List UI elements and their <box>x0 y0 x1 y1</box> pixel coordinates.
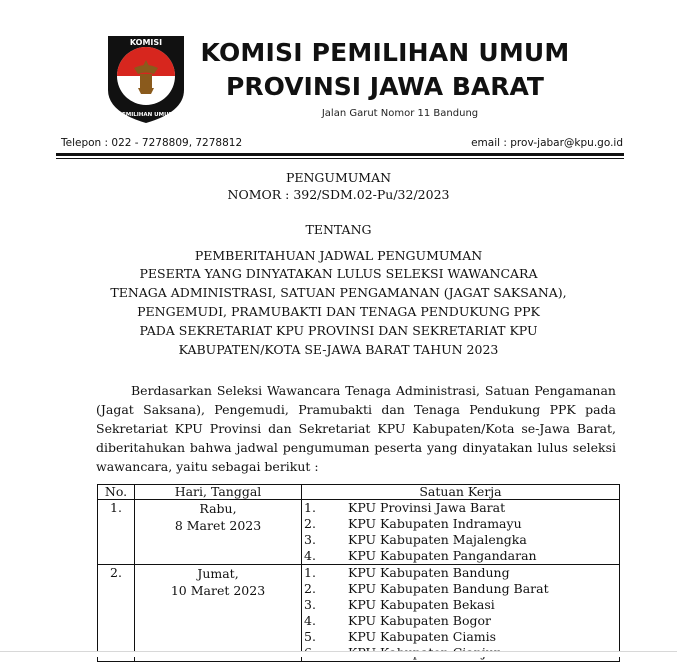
list-item-name: KPU Kabupaten Pangandaran <box>348 548 537 563</box>
list-item-name: KPU Kabupaten Majalengka <box>348 532 527 547</box>
row-work-units <box>302 565 620 662</box>
table-header-row <box>98 485 620 500</box>
org-name-line2: PROVINSI JAWA BARAT <box>226 72 544 101</box>
table-row <box>98 500 620 565</box>
kpu-logo <box>104 32 188 126</box>
letterhead-rule-thin <box>56 158 624 159</box>
page-crop-line <box>0 651 677 652</box>
title-line: PENGEMUDI, PRAMUBAKTI DAN TENAGA PENDUKUNG PPK <box>137 304 540 319</box>
list-item <box>302 597 619 613</box>
list-item <box>302 532 619 548</box>
list-item-number: 5. <box>304 629 316 644</box>
row-no: 2. <box>98 565 135 662</box>
list-item-number: 3. <box>304 532 316 547</box>
row-work-units <box>302 500 620 565</box>
list-item-number: 1. <box>304 565 316 580</box>
row-day-date <box>135 500 302 565</box>
list-item-name: KPU Kabupaten Ciamis <box>348 629 497 644</box>
list-item <box>302 629 619 645</box>
row-date: 10 Maret 2023 <box>170 583 266 598</box>
list-item <box>302 516 619 532</box>
schedule-table <box>97 484 620 662</box>
header-day-date: Hari, Tanggal <box>135 485 302 500</box>
title-line: PEMBERITAHUAN JADWAL PENGUMUMAN <box>194 248 483 263</box>
row-day: Rabu, <box>199 501 237 516</box>
list-item-number: 4. <box>304 548 316 563</box>
org-phone: Telepon : 022 - 7278809, 7278812 <box>61 137 243 149</box>
list-item-name: KPU Kabupaten Bandung Barat <box>348 581 549 596</box>
list-item-number: 1. <box>304 500 316 515</box>
logo-top-text: KOMISI <box>129 38 163 47</box>
title-line: PADA SEKRETARIAT KPU PROVINSI DAN SEKRETARIAT KPU <box>139 323 538 338</box>
title-line: TENAGA ADMINISTRASI, SATUAN PENGAMANAN (JAGAT SAKSANA), <box>110 285 567 300</box>
list-item <box>302 565 619 581</box>
row-day: Jumat, <box>197 566 239 581</box>
list-item-number: 4. <box>304 613 316 628</box>
announcement-about: TENTANG <box>305 222 372 237</box>
list-item-number: 2. <box>304 516 316 531</box>
org-address: Jalan Garut Nomor 11 Bandung <box>321 108 479 119</box>
title-line: KABUPATEN/KOTA SE-JAWA BARAT TAHUN 2023 <box>178 342 499 357</box>
title-line: PESERTA YANG DINYATAKAN LULUS SELEKSI WAWANCARA <box>139 266 538 281</box>
announcement-type: PENGUMUMAN <box>285 170 392 185</box>
org-email: email : prov-jabar@kpu.go.id <box>471 137 623 149</box>
table-row <box>98 565 620 662</box>
row-no: 1. <box>98 500 135 565</box>
row-day-date <box>135 565 302 662</box>
header-work-unit: Satuan Kerja <box>302 485 620 500</box>
announcement-number: NOMOR : 392/SDM.02-Pu/32/2023 <box>227 187 450 202</box>
list-item-number: 3. <box>304 597 316 612</box>
list-item-name: KPU Kabupaten Bandung <box>348 565 510 580</box>
logo-bottom-text: PEMILIHAN UMUM <box>117 112 175 118</box>
org-name-line1: KOMISI PEMILIHAN UMUM <box>200 38 570 67</box>
header-no: No. <box>98 485 135 500</box>
list-item <box>302 581 619 597</box>
list-item-name: KPU Provinsi Jawa Barat <box>348 500 506 515</box>
list-item-name: KPU Kabupaten Bekasi <box>348 597 495 612</box>
letterhead-rule-thick <box>56 153 624 156</box>
list-item-number: 2. <box>304 581 316 596</box>
row-date: 8 Maret 2023 <box>174 518 262 533</box>
list-item <box>302 548 619 564</box>
announcement-body: Berdasarkan Seleksi Wawancara Tenaga Administrasi, Satuan Pengamanan (Jagat Saksana), Pengemudi, Pramubakti dan Tenaga Pendukung PPK pada Sekretariat KPU Provinsi dan Sekretariat KPU Kabupaten/Kota se-Jawa Barat, diberitahukan bahwa jadwal pengumuman peserta yang dinyatakan lulus seleksi wawancara, yaitu sebagai berikut : <box>96 383 616 474</box>
list-item-name: KPU Kabupaten Indramayu <box>348 516 522 531</box>
list-item <box>302 500 619 516</box>
list-item <box>302 613 619 629</box>
list-item-name: KPU Kabupaten Bogor <box>348 613 491 628</box>
